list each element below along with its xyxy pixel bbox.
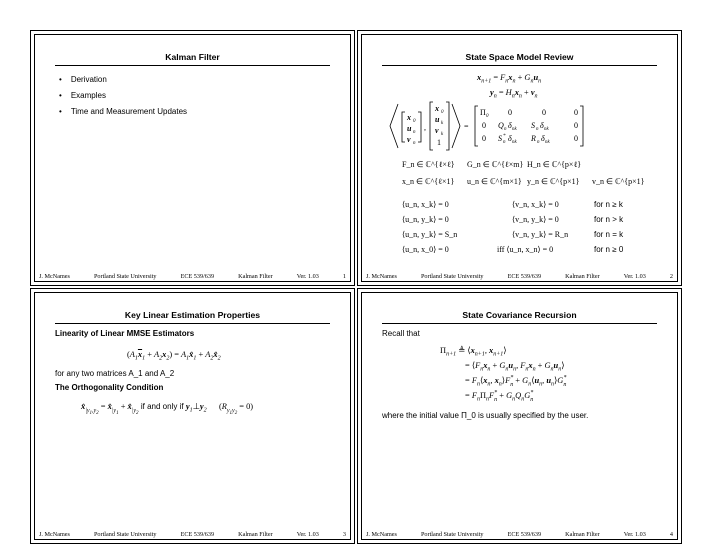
dim-H: H_n ∈ ℂ^{p×ℓ} [527,160,582,169]
svg-text:n: n [503,140,506,145]
svg-text:0: 0 [413,119,416,124]
slide-footer [39,273,346,280]
title-rule [55,323,330,324]
relation-condition: for n > k [594,215,624,224]
relation-condition: for n = k [594,230,624,239]
relation-b: ⟨v_n, y_k⟩ = R_n [512,230,569,239]
svg-text:nk: nk [512,127,517,132]
svg-text:δ: δ [540,121,544,130]
linearity-equation: $(A_1\overline{x}_1 + A_2x_2)$ = $A_1x̂_1$ + $A_2x̂_2$ [127,350,221,362]
dim-u: u_n ∈ ℂ^{m×1} [467,177,522,186]
svg-text:n: n [413,141,416,146]
bullet-list [59,75,187,123]
orthogonality-heading: The Orthogonality Condition [55,383,164,392]
slide-4-frame [361,292,678,540]
slide-4 [357,288,682,544]
svg-text:u: u [435,115,440,124]
footer-version: Ver. 1.03 [623,273,646,280]
svg-text:Q: Q [498,121,504,130]
footer-topic: Kalman Filter [565,273,600,280]
slide-3-frame [34,292,351,540]
bullet-item: • Examples [59,91,187,100]
footer-author: J. McNames [39,531,70,538]
title-rule [382,65,657,66]
initial-value-note: where the initial value Π_0 is usually specified by the user. [382,411,589,420]
svg-text:x: x [435,104,439,113]
slide-3 [30,288,355,544]
bullet-item: • Time and Measurement Updates [59,107,187,116]
svg-text:x: x [407,113,411,122]
relation-a: ⟨u_n, y_k⟩ = S_n [402,230,458,239]
footer-course: ECE 539/639 [507,531,542,538]
svg-text:S: S [498,134,502,143]
footer-university: Portland State University [93,531,157,538]
svg-text:k: k [441,121,444,126]
slide-2 [357,30,682,286]
footer-version: Ver. 1.03 [623,531,646,538]
relation-a: ⟨u_n, x_k⟩ = 0 [402,200,449,209]
covariance-line-4: = $F_n\Pi_nF^*_n + G_nQ_nG^*_n$ [465,390,534,403]
bullet-item: • Derivation [59,75,187,84]
svg-text:0: 0 [486,114,489,119]
footer-author: J. McNames [366,273,397,280]
slide-2-frame [361,34,678,282]
svg-text:0: 0 [508,108,512,117]
svg-text:v: v [407,135,411,144]
slide-1 [30,30,355,286]
footer-page: 2 [669,273,673,280]
svg-text:n: n [504,127,507,132]
footer-topic: Kalman Filter [565,531,600,538]
footer-author: J. McNames [39,273,70,280]
dim-x: x_n ∈ ℂ^{ℓ×1} [402,177,455,186]
svg-text:0: 0 [574,134,578,143]
footer-university: Portland State University [420,273,484,280]
svg-text:R: R [531,134,536,143]
slide-3-title: Key Linear Estimation Properties [124,310,261,320]
slide-1-frame [34,34,351,282]
svg-text:v: v [435,126,439,135]
svg-text:0: 0 [482,121,486,130]
dim-v: v_n ∈ ℂ^{p×1} [592,177,645,186]
svg-text:=: = [464,122,469,131]
title-rule [55,65,330,66]
slide-1-title: Kalman Filter [165,52,220,62]
svg-text:S: S [531,121,535,130]
svg-text:nk: nk [512,140,517,145]
svg-text:0: 0 [574,121,578,130]
footer-author: J. McNames [366,531,397,538]
covariance-line-3: = $F_n⟨x_n$, $x_n⟩F^*_n$ + $G_n⟨u_n$, $u_n⟩G^*_n$ [465,375,567,388]
svg-text:0: 0 [542,108,546,117]
footer-page: 3 [342,531,346,538]
relation-a: ⟨u_n, y_k⟩ = 0 [402,215,449,224]
svg-text:k: k [441,132,444,137]
svg-text:δ: δ [508,121,512,130]
linearity-heading: Linearity of Linear MMSE Estimators [55,329,195,338]
svg-text:n: n [537,140,540,145]
svg-text:n: n [536,127,539,132]
relation-condition: for n ≥ k [594,200,623,209]
footer-page: 1 [342,273,346,280]
footer-topic: Kalman Filter [238,531,273,538]
title-rule [382,323,657,324]
slide-footer [39,531,346,538]
dim-y: y_n ∈ ℂ^{p×1} [527,177,580,186]
svg-text:1: 1 [437,138,441,147]
svg-text:0: 0 [441,110,444,115]
svg-text:0: 0 [482,134,486,143]
relation-b: ⟨v_n, y_k⟩ = 0 [512,215,559,224]
relation-a: ⟨u_n, x_0⟩ = 0 [402,245,449,254]
footer-topic: Kalman Filter [238,273,273,280]
state-equation: $x_{n+1} = F_nx_n + G_nu_n$ [477,73,542,85]
footer-version: Ver. 1.03 [296,273,319,280]
footer-university: Portland State University [93,273,157,280]
svg-text:0: 0 [574,108,578,117]
dim-F: F_n ∈ ℂ^{ℓ×ℓ} [402,160,455,169]
covariance-line-1: $\Pi_{n+1}$ ≜ $⟨x_{n+1}$, $x_{n+1}⟩$ [440,346,507,358]
svg-text:δ: δ [541,134,545,143]
relation-b: ⟨v_n, x_k⟩ = 0 [512,200,559,209]
footer-course: ECE 539/639 [507,273,542,280]
dim-G: G_n ∈ ℂ^{ℓ×m} [467,160,524,169]
svg-text:nk: nk [545,140,550,145]
svg-text:δ: δ [508,134,512,143]
relation-b: iff ⟨u_n, x_n⟩ = 0 [497,245,554,254]
svg-text:u: u [407,124,412,133]
relation-condition: for n ≥ 0 [594,245,624,254]
svg-text:,: , [424,123,426,132]
svg-text:nk: nk [544,127,549,132]
covariance-matrix-equation [388,100,638,152]
svg-text:n: n [413,130,416,135]
orthogonality-condition-text: if and only if [140,402,184,411]
footer-course: ECE 539/639 [180,531,215,538]
slide-footer [366,273,673,280]
measurement-equation: $y_n = H_nx_n + v_n$ [490,88,538,100]
slide-footer [366,531,673,538]
svg-text:Π: Π [480,108,486,117]
orthogonality-equation: $x̂_{|y_1,y_2}$ = $x̂_{|y_1}$ + $x̂_{|y_2}$ if and only if $y_1\perp y_2$ $(R_{y_1y_2} = 0)$ [81,402,254,416]
linearity-note: for any two matrices A_1 and A_2 [55,369,175,378]
footer-course: ECE 539/639 [180,273,215,280]
slide-2-title: State Space Model Review [465,52,574,62]
covariance-line-2: = $⟨F_nx_n + G_nu_n$, $F_nx_n$ + $G_nu_n⟩$ [465,361,565,373]
slide-4-title: State Covariance Recursion [462,310,577,320]
footer-version: Ver. 1.03 [296,531,319,538]
svg-text:*: * [503,134,506,139]
recall-text: Recall that [382,329,420,338]
footer-university: Portland State University [420,531,484,538]
footer-page: 4 [669,531,673,538]
